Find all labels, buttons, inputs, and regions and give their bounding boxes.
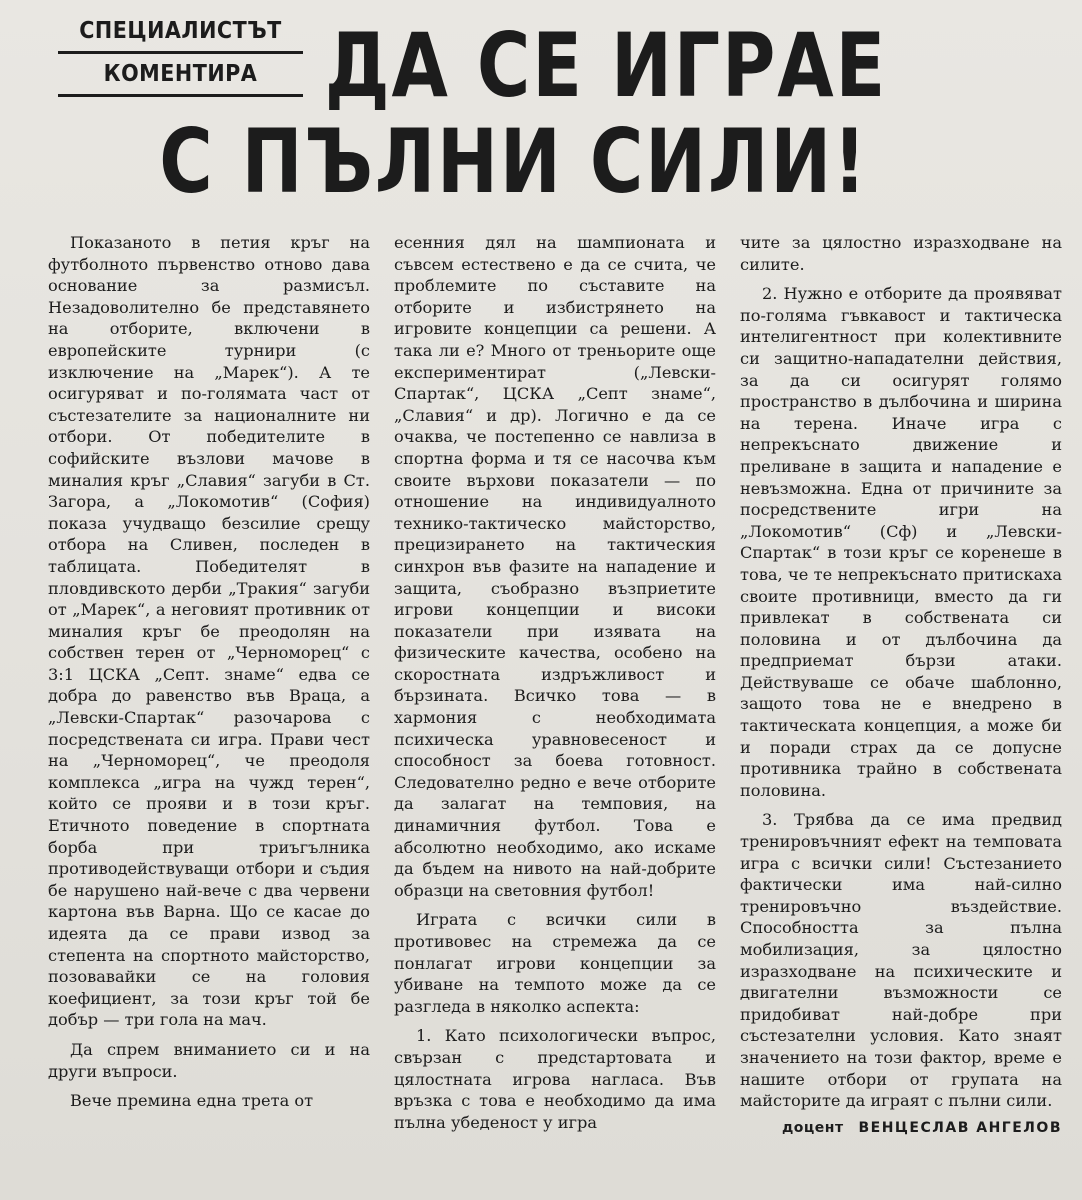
column-3 bbox=[740, 232, 1062, 1172]
paragraph: Играта с всички сили в противовес на стремежа да се понлагат игрови концепции за убиване на темпото може да се разгледа в няколко аспекта: bbox=[394, 910, 716, 1016]
paragraph: 3. Трябва да се има предвид тренировъчният ефект на темповата игра с всички сили! Състезанието фактически има най-силно тренировъчно въздействие. Способността за пълна мобилизация, за цялостно изразходване на психическите и двигателни възможности се придобиват най-добре при състезателни условия. Като знаят значението на този фактор, време е нашите отбори от групата на майсторите да играят с пълни сили. bbox=[740, 810, 1062, 1111]
paragraph: есенния дял на шампионата и съвсем естествено е да се счита, че проблемите по съставите на отборите и избистрянето на игровите концепции са решени. А така ли е? Много от треньорите още експериментират („Левски-Спартак“, ЦСКА „Септ знаме“, „Славия“ и др). Логично е да се очаква, че постепенно се навлиза в спортна форма и тя се насочва към своите върхови показатели — по отношение на индивидуалното технико-тактическо майсторство, прецизирането на тактическия синхрон във фазите на нападение и защита, съобразно възприетите игрови концепции и високи показатели при изявата на физическите качества, особено на скоростната издръжливост и бързината. Всичко това — в хармония с необходимата психическа уравновесеност и способност за боева готовност. Следователно редно е вече отборите да залагат на темповия, на динамичния футбол. Това е абсолютно необходимо, ако искаме да бъдем на нивото на най-добрите образци на световния футбол! bbox=[394, 233, 716, 900]
paragraph: Показаното в петия кръг на футболното първенство отново дава основание за размисъл. Незадоволително бе представянето на отборите, включени в европейските турнири (с изключение на „Марек“). А те осигуряват и по-голямата част от състезателите за националните ни отбори. От победителите в софийските възлови мачове в миналия кръг „Славия“ загуби в Ст. Загора, а „Локомотив“ (София) показа учудващо безсилие срещу отбора на Сливен, последен в таблицата. Победителят в пловдивското дерби „Тракия“ загуби от „Марек“, а неговият противник от миналия кръг бе преодолян на собствен терен от „Черноморец“ с 3:1 ЦСКА „Септ. знаме“ едва се добра до равенство във Враца, а „Левски-Спартак“ разочарова с посредствената си игра. Прави чест на „Черноморец“, че преодоля комплекса „игра на чужд терен“, който се прояви и в този кръг. Етичното поведение в спортната борба при триъгълника противодействуващи отбори и съдия бе нарушено най-вече с два червени картона във Варна. Що се касае до идеята да се прави извод за степента на спортното майсторство, позовавайки се на головия коефициент, за този кръг той бе добър — три гола на мач. bbox=[48, 233, 370, 1030]
paragraph: чите за цялостно изразходване на силите. bbox=[740, 233, 1062, 274]
column-1 bbox=[48, 232, 370, 1172]
column-2 bbox=[394, 232, 716, 1172]
paragraph: 1. Като психологически въпрос, свързан с предстартовата и цялостната игрова нагласа. Във връзка с това е необходимо да има пълна убеденост у игра bbox=[394, 1026, 716, 1132]
paragraph: Вече премина една трета от bbox=[70, 1091, 314, 1111]
paragraph: Да спрем вниманието си и на други въпроси. bbox=[48, 1039, 370, 1081]
article-body bbox=[48, 232, 1060, 1172]
paragraph: 2. Нужно е отборите да проявяват по-голяма гъвкавост и тактическа интелигентност при колективните си защитно-нападателни действия, за да си осигурят голямо пространство в дълбочина и ширина на терена. Иначе игра с непрекъснато движение и преливане в защита и нападение е невъзможна. Една от причините за посредствените игри на „Локомотив“ (Сф) и „Левски-Спартак“ в този кръг се коренеше в това, че те непрекъснато притискаха своите противници, вместо да ги привлекат в собствената си половина и от дълбочина да предприемат бързи атаки. Действуваше се обаче шаблонно, защото това не е внедрено в тактическата концепция, а може би и поради страх да се допусне противника трайно в собствената половина. bbox=[740, 284, 1062, 800]
headline-line-2: С ПЪЛНИ СИЛИ! bbox=[159, 110, 869, 213]
rubric-line-2: КОМЕНТИРА bbox=[103, 61, 258, 87]
author-title: доцент bbox=[782, 1119, 844, 1136]
rubric-line-1: СПЕЦИАЛИСТЪТ bbox=[79, 18, 282, 44]
headline-line-1: ДА СЕ ИГРАЕ bbox=[324, 14, 888, 117]
author-signature bbox=[740, 1118, 1062, 1140]
headline bbox=[150, 14, 978, 213]
author-name: ВЕНЦЕСЛАВ АНГЕЛОВ bbox=[858, 1119, 1062, 1136]
